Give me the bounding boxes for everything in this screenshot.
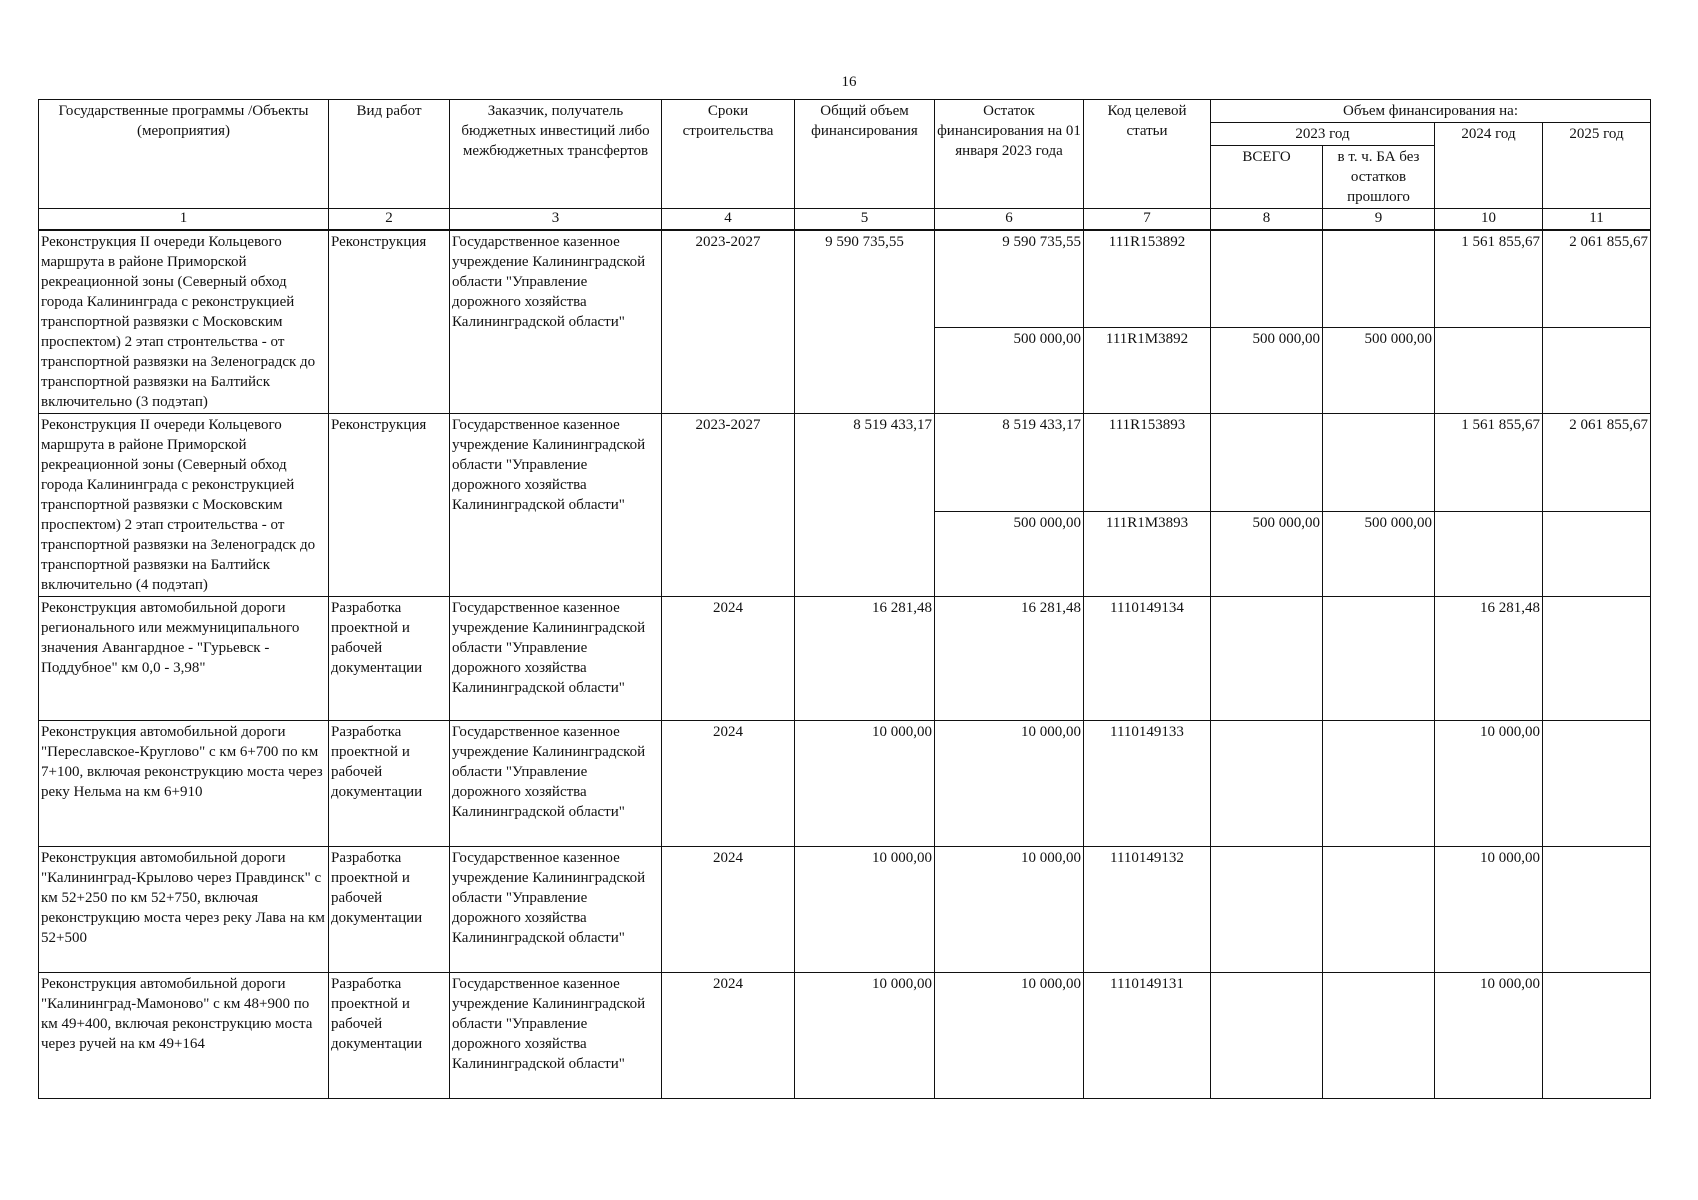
funding-2025: [1543, 847, 1651, 973]
column-number: 11: [1543, 209, 1651, 231]
column-number: 5: [795, 209, 935, 231]
object-name: Реконструкция II очереди Кольцевого маршрута в районе Приморской рекреационной зоны (Северный обход города Калининграда с реконструкцией транспортной развязки с Московским проспектом) 2 этап строительства - от транспортной развязки на Зеленоградск до транспортной развязки на Балтийск включительно (4 подэтап): [39, 414, 329, 597]
funding-2023-ba: [1323, 847, 1435, 973]
funding-table: [38, 99, 1651, 1099]
header-year-2024: 2024 год: [1435, 123, 1543, 209]
funding-2024: 1 561 855,67: [1435, 414, 1543, 512]
column-number: 9: [1323, 209, 1435, 231]
funding-2023-total: 500 000,00: [1211, 511, 1323, 596]
object-name: Реконструкция автомобильной дороги "Калининград-Крылово через Правдинск" с км 52+250 по км 52+750, включая реконструкцию моста через реку Лава на км 52+500: [39, 847, 329, 973]
target-code: 1110149134: [1084, 597, 1211, 721]
funding-2023-total: [1211, 414, 1323, 512]
total-funding: 9 590 735,55: [795, 230, 935, 414]
table-row: [39, 597, 1651, 721]
funding-2023-ba: [1323, 973, 1435, 1099]
table-header: [39, 100, 1651, 209]
work-type: Разработка проектной и рабочей документации: [329, 973, 450, 1099]
funding-2023-ba: [1323, 414, 1435, 512]
remainder: 10 000,00: [935, 847, 1084, 973]
funding-2023-ba: 500 000,00: [1323, 328, 1435, 414]
column-number: 7: [1084, 209, 1211, 231]
funding-2023-total: [1211, 597, 1323, 721]
remainder: 8 519 433,17: [935, 414, 1084, 512]
table-row: [39, 414, 1651, 512]
funding-2024: 1 561 855,67: [1435, 230, 1543, 328]
target-code: 111R153892: [1084, 230, 1211, 328]
object-name: Реконструкция автомобильной дороги регионального или межмуниципального значения Авангардное - "Гурьевск - Поддубное" км 0,0 - 3,98": [39, 597, 329, 721]
header-objects: Государственные программы /Объекты (мероприятия): [39, 100, 329, 209]
remainder: 500 000,00: [935, 328, 1084, 414]
remainder: 9 590 735,55: [935, 230, 1084, 328]
funding-2024: 10 000,00: [1435, 721, 1543, 847]
funding-2025: [1543, 721, 1651, 847]
funding-2025: [1543, 597, 1651, 721]
header-work-type: Вид работ: [329, 100, 450, 209]
remainder: 10 000,00: [935, 721, 1084, 847]
table-row: [39, 847, 1651, 973]
work-type: Реконструкция: [329, 230, 450, 414]
customer: Государственное казенное учреждение Калининградской области "Управление дорожного хозяйства Калининградской области": [450, 721, 662, 847]
column-number: 4: [662, 209, 795, 231]
total-funding: 8 519 433,17: [795, 414, 935, 597]
column-number: 2: [329, 209, 450, 231]
funding-2025: 2 061 855,67: [1543, 414, 1651, 512]
column-number: 3: [450, 209, 662, 231]
funding-2025: [1543, 511, 1651, 596]
table-row: [39, 230, 1651, 328]
page-number: 16: [841, 74, 857, 90]
funding-2023-total: 500 000,00: [1211, 328, 1323, 414]
table-row: [39, 973, 1651, 1099]
funding-2023-total: [1211, 721, 1323, 847]
funding-2023-total: [1211, 847, 1323, 973]
remainder: 500 000,00: [935, 511, 1084, 596]
customer: Государственное казенное учреждение Калининградской области "Управление дорожного хозяйства Калининградской области": [450, 973, 662, 1099]
funding-2024: 16 281,48: [1435, 597, 1543, 721]
object-name: Реконструкция автомобильной дороги "Переславское-Круглово" с км 6+700 по км 7+100, включая реконструкцию моста через реку Нельма на км 6+910: [39, 721, 329, 847]
funding-2025: [1543, 973, 1651, 1099]
funding-2023-ba: [1323, 597, 1435, 721]
work-type: Разработка проектной и рабочей документации: [329, 847, 450, 973]
total-funding: 10 000,00: [795, 847, 935, 973]
total-funding: 16 281,48: [795, 597, 935, 721]
work-type: Разработка проектной и рабочей документации: [329, 721, 450, 847]
construction-period: 2024: [662, 847, 795, 973]
target-code: 1110149133: [1084, 721, 1211, 847]
customer: Государственное казенное учреждение Калининградской области "Управление дорожного хозяйства Калининградской области": [450, 597, 662, 721]
customer: Государственное казенное учреждение Калининградской области "Управление дорожного хозяйства Калининградской области": [450, 847, 662, 973]
header-year-2025: 2025 год: [1543, 123, 1651, 209]
column-number: 8: [1211, 209, 1323, 231]
funding-2024: 10 000,00: [1435, 847, 1543, 973]
target-code: 111R1M3893: [1084, 511, 1211, 596]
funding-2024: [1435, 511, 1543, 596]
object-name: Реконструкция автомобильной дороги "Калининград-Мамоново" с км 48+900 по км 49+400, включая реконструкцию моста через ручей на км 49+164: [39, 973, 329, 1099]
funding-2024: [1435, 328, 1543, 414]
construction-period: 2024: [662, 721, 795, 847]
table-row: [39, 721, 1651, 847]
column-number-row: [39, 209, 1651, 231]
target-code: 111R153893: [1084, 414, 1211, 512]
header-customer: Заказчик, получатель бюджетных инвестиций либо межбюджетных трансфертов: [450, 100, 662, 209]
funding-2023-ba: [1323, 721, 1435, 847]
header-funding-volume: Объем финансирования на:: [1211, 100, 1651, 123]
header-remainder: Остаток финансирования на 01 января 2023 года: [935, 100, 1084, 209]
funding-2023-ba: [1323, 230, 1435, 328]
header-code: Код целевой статьи: [1084, 100, 1211, 209]
header-2023-total: ВСЕГО: [1211, 146, 1323, 209]
total-funding: 10 000,00: [795, 721, 935, 847]
customer: Государственное казенное учреждение Калининградской области "Управление дорожного хозяйства Калининградской области": [450, 414, 662, 597]
funding-2025: [1543, 328, 1651, 414]
column-number: 1: [39, 209, 329, 231]
total-funding: 10 000,00: [795, 973, 935, 1099]
remainder: 10 000,00: [935, 973, 1084, 1099]
funding-2024: 10 000,00: [1435, 973, 1543, 1099]
header-total-funding: Общий объем финансирования: [795, 100, 935, 209]
work-type: Реконструкция: [329, 414, 450, 597]
work-type: Разработка проектной и рабочей документации: [329, 597, 450, 721]
remainder: 16 281,48: [935, 597, 1084, 721]
header-2023-ba: в т. ч. БА без остатков прошлого: [1323, 146, 1435, 209]
funding-2023-total: [1211, 230, 1323, 328]
construction-period: 2024: [662, 973, 795, 1099]
construction-period: 2023-2027: [662, 230, 795, 414]
funding-2023-ba: 500 000,00: [1323, 511, 1435, 596]
header-year-2023: 2023 год: [1211, 123, 1435, 146]
construction-period: 2024: [662, 597, 795, 721]
funding-2023-total: [1211, 973, 1323, 1099]
target-code: 1110149131: [1084, 973, 1211, 1099]
target-code: 1110149132: [1084, 847, 1211, 973]
customer: Государственное казенное учреждение Калининградской области "Управление дорожного хозяйства Калининградской области": [450, 230, 662, 414]
column-number: 6: [935, 209, 1084, 231]
funding-2025: 2 061 855,67: [1543, 230, 1651, 328]
header-period: Сроки строительства: [662, 100, 795, 209]
object-name: Реконструкция II очереди Кольцевого маршрута в районе Приморской рекреационной зоны (Северный обход города Калининграда с реконструкцией транспортной развязки с Московским проспектом) 2 этап стронтельства - от транспортной развязки на Зеленоградск до транспортной развязки на Балтийск включительно (3 подэтап): [39, 230, 329, 414]
target-code: 111R1M3892: [1084, 328, 1211, 414]
construction-period: 2023-2027: [662, 414, 795, 597]
column-number: 10: [1435, 209, 1543, 231]
